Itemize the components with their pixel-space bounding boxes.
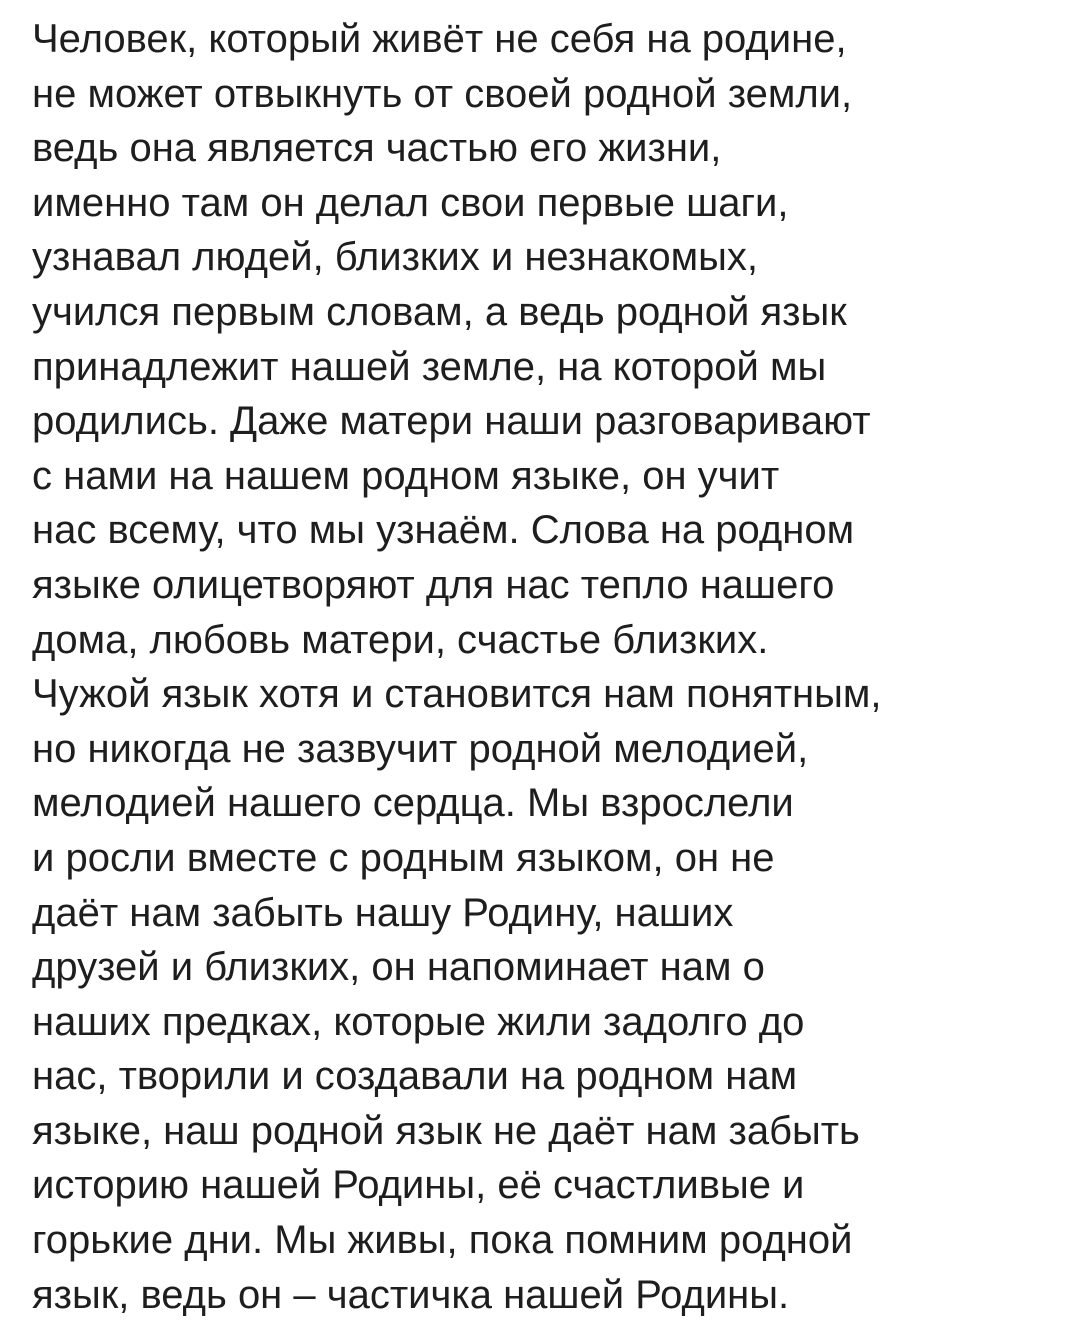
text-line-13: Чужой язык хотя и становится нам понятным,: [32, 672, 882, 717]
text-line-17: даёт нам забыть нашу Родину, наших: [32, 890, 734, 935]
text-line-9: с нами на нашем родном языке, он учит: [32, 453, 780, 498]
text-line-20: нас, творили и создавали на родном нам: [32, 1054, 798, 1099]
text-line-3: ведь она является частью его жизни,: [32, 126, 722, 171]
text-line-14: но никогда не зазвучит родной мелодией,: [32, 726, 809, 771]
essay-text: [32, 12, 1062, 1322]
text-line-10: нас всему, что мы узнаём. Слова на родном: [32, 508, 855, 553]
text-line-19: наших предках, которые жили задолго до: [32, 999, 805, 1044]
text-line-23: горькие дни. Мы живы, пока помним родной: [32, 1218, 853, 1263]
text-line-11: языке олицетворяют для нас тепло нашего: [32, 562, 835, 607]
text-line-22: историю нашей Родины, её счастливые и: [32, 1163, 805, 1208]
text-line-24: язык, ведь он – частичка нашей Родины.: [32, 1272, 790, 1317]
text-line-1: Человек, который живёт не себя на родине,: [32, 17, 847, 61]
text-line-2: не может отвыкнуть от своей родной земли,: [32, 71, 853, 116]
text-line-12: дома, любовь матери, счастье близких.: [32, 617, 769, 662]
text-line-4: именно там он делал свои первые шаги,: [32, 180, 789, 225]
text-line-7: принадлежит нашей земле, на которой мы: [32, 344, 827, 389]
text-line-5: узнавал людей, близких и незнакомых,: [32, 235, 759, 280]
text-line-15: мелодией нашего сердца. Мы взрослели: [32, 781, 794, 826]
text-line-21: языке, наш родной язык не даёт нам забыть: [32, 1108, 860, 1153]
text-line-18: друзей и близких, он напоминает нам о: [32, 945, 765, 990]
text-line-6: учился первым словам, а ведь родной язык: [32, 289, 847, 334]
text-line-8: родились. Даже матери наши разговаривают: [32, 399, 871, 444]
text-line-16: и росли вместе с родным языком, он не: [32, 835, 775, 880]
